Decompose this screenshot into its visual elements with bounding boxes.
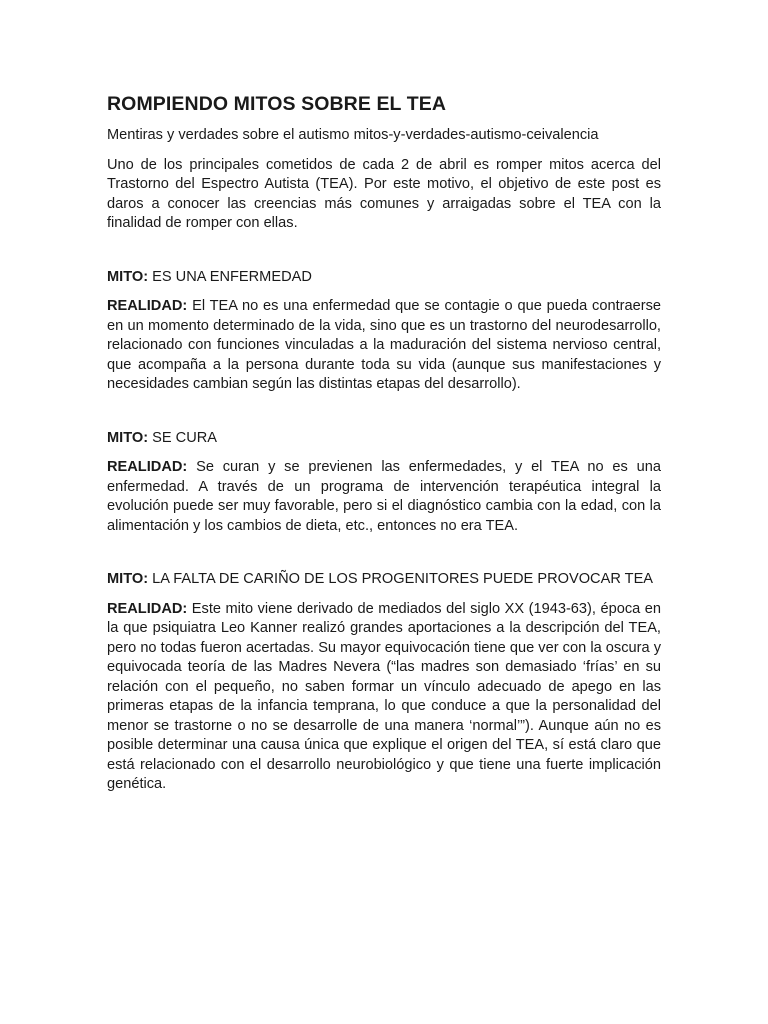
myth-heading bbox=[107, 268, 661, 288]
reality-paragraph bbox=[107, 458, 661, 536]
myth-text: LA FALTA DE CARIÑO DE LOS PROGENITORES PUEDE PROVOCAR TEA bbox=[148, 571, 654, 587]
subtitle: Mentiras y verdades sobre el autismo mitos-y-verdades-autismo-ceivalencia bbox=[107, 127, 599, 143]
page-title: ROMPIENDO MITOS SOBRE EL TEA bbox=[107, 93, 447, 115]
myth-section-2 bbox=[107, 429, 661, 537]
reality-label: REALIDAD: bbox=[107, 459, 188, 475]
myth-heading bbox=[107, 429, 661, 449]
myth-section-3 bbox=[107, 570, 661, 795]
reality-text: El TEA no es una enfermedad que se contagie o que pueda contraerse en un momento determinado de la vida, sino que es un trastorno del neurodesarrollo, relacionado con funciones vinculadas a la maduración del sistema nervioso central, que acompaña a la persona durante toda su vida (aunque sus manifestaciones y necesidades cambian según las distintas etapas del desarrollo). bbox=[107, 298, 661, 392]
myth-text: ES UNA ENFERMEDAD bbox=[148, 268, 312, 285]
myth-section-1 bbox=[107, 268, 661, 395]
reality-text: Se curan y se previenen las enfermedades, y el TEA no es una enfermedad. A través de un programa de intervención terapéutica integral la evolución puede ser muy favorable, pero si el diagnóstico cambia con la edad, con la alimentación y los cambios de dieta, etc., entonces no era TEA. bbox=[107, 459, 661, 534]
myth-heading bbox=[107, 570, 661, 590]
document-page bbox=[107, 93, 661, 795]
reality-label: REALIDAD: bbox=[107, 600, 188, 617]
reality-text: Este mito viene derivado de mediados del siglo XX (1943-63), época en la que psiquiatra Leo Kanner realizó grandes aportaciones a la descripción del TEA, pero no todas fueron acertadas. Su mayor equivocación tiene que ver con la oscura y equivocada teoría de las Madres Nevera (“las madres son demasiado ‘frías’ en su relación con el pequeño, no saben formar un vínculo adecuado de apego en las primeras etapas de la infancia temprana, lo que conduce a que la personalidad del menor se trastorne o no se desarrolle de una manera ‘normal’”). Aunque aún no es posible determinar una causa única que explique el origen del TEA, sí está claro que está relacionado con el desarrollo neurobiológico y que tiene una fuerte implicación genética. bbox=[107, 600, 661, 792]
myth-label: MITO: bbox=[107, 429, 149, 446]
reality-label: REALIDAD: bbox=[107, 298, 188, 314]
myth-label: MITO: bbox=[107, 268, 149, 285]
reality-paragraph bbox=[107, 297, 661, 395]
myth-label: MITO: bbox=[107, 571, 149, 587]
reality-paragraph bbox=[107, 600, 661, 795]
myth-text: SE CURA bbox=[148, 429, 218, 446]
intro-paragraph: Uno de los principales cometidos de cada 2 de abril es romper mitos acerca del Trastorno del Espectro Autista (TEA). Por este motivo, el objetivo de este post es daros a conocer las creencias más comunes y arraigadas sobre el TEA con la finalidad de romper con ellas. bbox=[107, 156, 661, 231]
